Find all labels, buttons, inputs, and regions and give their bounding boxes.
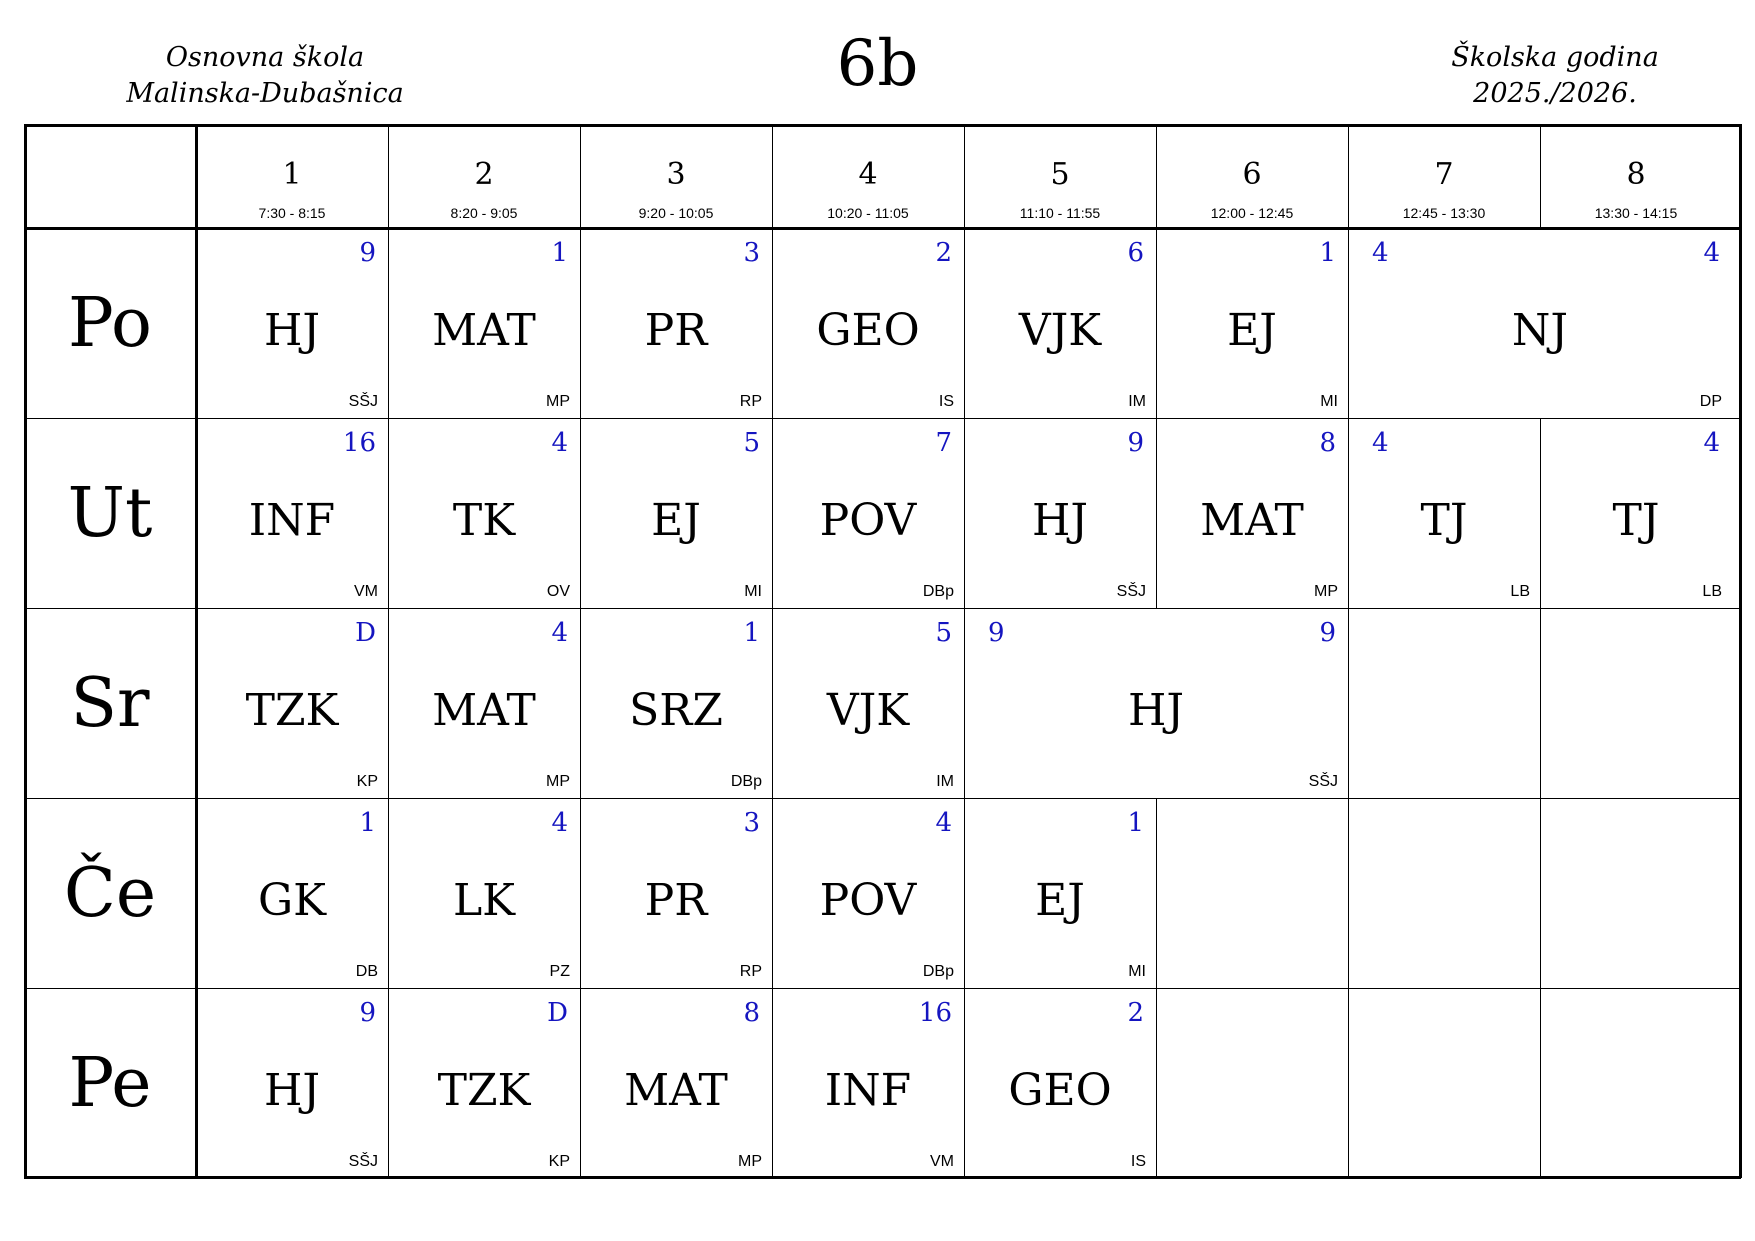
subject-name: LK [452, 875, 516, 926]
room-number: 1 [359, 808, 376, 838]
room-number: 2 [1127, 998, 1144, 1028]
lesson-cell[interactable] [1156, 228, 1348, 418]
teacher-initials: DBp [922, 963, 954, 980]
column-separator [1348, 608, 1349, 798]
room-number: 1 [1319, 238, 1336, 268]
period-header-3 [580, 124, 772, 228]
subject-name: EJ [651, 495, 701, 546]
subject-name: TK [452, 495, 516, 546]
period-header-2 [388, 124, 580, 228]
lesson-cell[interactable] [772, 798, 964, 988]
lesson-cell[interactable] [1348, 228, 1732, 418]
room-number: 4 [935, 808, 952, 838]
teacher-initials: IM [1128, 393, 1146, 410]
room-number: D [547, 998, 568, 1028]
subject-name: SRZ [629, 685, 723, 736]
lesson-cell[interactable] [388, 228, 580, 418]
teacher-initials: DB [355, 963, 378, 980]
room-number: D [355, 618, 376, 648]
period-header-4 [772, 124, 964, 228]
day-label-sr: Sr [70, 663, 150, 743]
room-number: 16 [342, 428, 376, 458]
teacher-initials: MP [1314, 583, 1338, 600]
subject-name: MAT [1200, 495, 1304, 546]
lesson-cell[interactable] [196, 798, 388, 988]
room-number: 3 [743, 808, 760, 838]
period-header-7 [1348, 124, 1540, 228]
subject-name: EJ [1227, 305, 1277, 356]
room-number: 4 [551, 808, 568, 838]
column-separator [1348, 988, 1349, 1178]
room-number: 9 [1319, 618, 1336, 648]
room-number: 9 [359, 238, 376, 268]
lesson-cell[interactable] [196, 228, 388, 418]
room-number: 3 [743, 238, 760, 268]
lesson-cell[interactable] [964, 988, 1156, 1178]
period-time: 10:20 - 11:05 [827, 205, 909, 221]
subject-name: MAT [432, 305, 536, 356]
lesson-cell[interactable] [196, 418, 388, 608]
lesson-cell[interactable] [1540, 418, 1732, 608]
subject-name: TZK [437, 1065, 531, 1116]
lesson-cell[interactable] [388, 608, 580, 798]
room-number-left: 4 [1372, 238, 1389, 268]
room-number: 6 [1127, 238, 1144, 268]
period-time: 9:20 - 10:05 [638, 205, 714, 221]
lesson-cell[interactable] [580, 228, 772, 418]
subject-name: VJK [1018, 305, 1102, 356]
lesson-cell[interactable] [196, 988, 388, 1178]
teacher-initials: IM [936, 773, 954, 790]
period-number: 2 [474, 157, 494, 192]
subject-name: INF [824, 1065, 912, 1116]
teacher-initials: RP [739, 963, 762, 980]
day-label-ut: Ut [67, 473, 153, 553]
school-name-line1: Osnovna škola [165, 42, 365, 73]
teacher-initials: LB [1702, 583, 1722, 600]
subject-name: GEO [816, 305, 920, 356]
lesson-cell[interactable] [964, 418, 1156, 608]
teacher-initials: SŠJ [1308, 773, 1338, 790]
teacher-initials: VM [930, 1153, 954, 1170]
lesson-cell[interactable] [772, 988, 964, 1178]
lesson-cell[interactable] [580, 608, 772, 798]
subject-name: HJ [263, 305, 320, 356]
period-number: 6 [1242, 157, 1262, 192]
teacher-initials: MP [546, 393, 570, 410]
lesson-cell[interactable] [580, 798, 772, 988]
subject-name: HJ [1127, 685, 1184, 736]
subject-name: PR [644, 875, 708, 926]
lesson-cell[interactable] [772, 228, 964, 418]
lesson-cell[interactable] [388, 988, 580, 1178]
room-number: 5 [743, 428, 760, 458]
teacher-initials: MI [1320, 393, 1338, 410]
day-label-pe: Pe [68, 1043, 152, 1123]
teacher-initials: MI [744, 583, 762, 600]
subject-name: POV [819, 495, 917, 546]
room-number: 2 [935, 238, 952, 268]
teacher-initials: LB [1510, 583, 1530, 600]
period-time: 12:45 - 13:30 [1402, 205, 1486, 221]
subject-name: PR [644, 305, 708, 356]
column-separator [1348, 798, 1349, 988]
table-border-right [1739, 124, 1742, 1178]
room-number: 1 [743, 618, 760, 648]
lesson-cell[interactable] [196, 608, 388, 798]
lesson-cell[interactable] [580, 988, 772, 1178]
room-number: 1 [1127, 808, 1144, 838]
teacher-initials: MP [546, 773, 570, 790]
subject-name: VJK [826, 685, 910, 736]
period-time: 7:30 - 8:15 [258, 205, 326, 221]
column-separator [1156, 988, 1157, 1178]
column-separator [1540, 608, 1541, 798]
day-label-po: Po [68, 283, 152, 363]
room-number: 8 [743, 998, 760, 1028]
room-number-left: 4 [1372, 428, 1389, 458]
lesson-cell[interactable] [772, 608, 964, 798]
period-number: 3 [666, 157, 686, 192]
period-number: 8 [1626, 157, 1646, 192]
room-number: 5 [935, 618, 952, 648]
teacher-initials: KP [548, 1153, 570, 1170]
teacher-initials: KP [356, 773, 378, 790]
room-number: 7 [935, 428, 952, 458]
column-separator [1540, 798, 1541, 988]
subject-name: MAT [432, 685, 536, 736]
teacher-initials: PZ [549, 963, 570, 980]
subject-name: HJ [263, 1065, 320, 1116]
period-number: 5 [1050, 157, 1070, 192]
column-separator [1540, 988, 1541, 1178]
lesson-cell[interactable] [964, 228, 1156, 418]
room-number: 4 [551, 428, 568, 458]
subject-name: TJ [1612, 495, 1660, 546]
teacher-initials: DP [1699, 393, 1722, 410]
teacher-initials: MP [738, 1153, 762, 1170]
subject-name: MAT [624, 1065, 728, 1116]
teacher-initials: SŠJ [1116, 583, 1146, 600]
room-number-left: 9 [988, 618, 1005, 648]
room-number: 16 [918, 998, 952, 1028]
lesson-cell[interactable] [388, 418, 580, 608]
teacher-initials: SŠJ [348, 393, 378, 410]
period-number: 1 [282, 157, 302, 192]
period-header-8 [1540, 124, 1732, 228]
period-number: 4 [858, 157, 878, 192]
school-name-line2: Malinska-Dubašnica [126, 78, 404, 109]
subject-name: INF [248, 495, 336, 546]
subject-name: TJ [1420, 495, 1468, 546]
room-number: 1 [551, 238, 568, 268]
class-title: 6b [836, 27, 919, 101]
teacher-initials: VM [354, 583, 378, 600]
teacher-initials: DBp [922, 583, 954, 600]
lesson-cell[interactable] [388, 798, 580, 988]
period-number: 7 [1434, 157, 1454, 192]
teacher-initials: OV [546, 583, 570, 600]
period-header-1 [196, 124, 388, 228]
subject-name: GEO [1008, 1065, 1112, 1116]
teacher-initials: IS [938, 393, 954, 410]
lesson-cell[interactable] [1156, 418, 1348, 608]
lesson-cell[interactable] [580, 418, 772, 608]
room-number: 9 [359, 998, 376, 1028]
subject-name: HJ [1031, 495, 1088, 546]
lesson-cell[interactable] [772, 418, 964, 608]
lesson-cell[interactable] [964, 608, 1348, 798]
room-number: 4 [1703, 428, 1720, 458]
period-time: 8:20 - 9:05 [450, 205, 518, 221]
subject-name: NJ [1511, 305, 1569, 356]
column-separator [1156, 798, 1157, 988]
period-header-6 [1156, 124, 1348, 228]
lesson-cell[interactable] [1348, 418, 1540, 608]
subject-name: GK [257, 875, 327, 926]
school-year-line1: Školska godina [1451, 42, 1659, 73]
period-time: 12:00 - 12:45 [1210, 205, 1294, 221]
period-time: 11:10 - 11:55 [1019, 205, 1101, 221]
school-year-line2: 2025./2026. [1473, 78, 1637, 109]
room-number: 4 [1703, 238, 1720, 268]
teacher-initials: IS [1130, 1153, 1146, 1170]
room-number: 4 [551, 618, 568, 648]
room-number: 8 [1319, 428, 1336, 458]
period-header-5 [964, 124, 1156, 228]
subject-name: TZK [245, 685, 339, 736]
subject-name: POV [819, 875, 917, 926]
room-number: 9 [1127, 428, 1144, 458]
teacher-initials: RP [739, 393, 762, 410]
lesson-cell[interactable] [964, 798, 1156, 988]
subject-name: EJ [1035, 875, 1085, 926]
teacher-initials: SŠJ [348, 1153, 378, 1170]
teacher-initials: MI [1128, 963, 1146, 980]
day-label-če: Če [63, 853, 157, 933]
teacher-initials: DBp [730, 773, 762, 790]
period-time: 13:30 - 14:15 [1594, 205, 1678, 221]
